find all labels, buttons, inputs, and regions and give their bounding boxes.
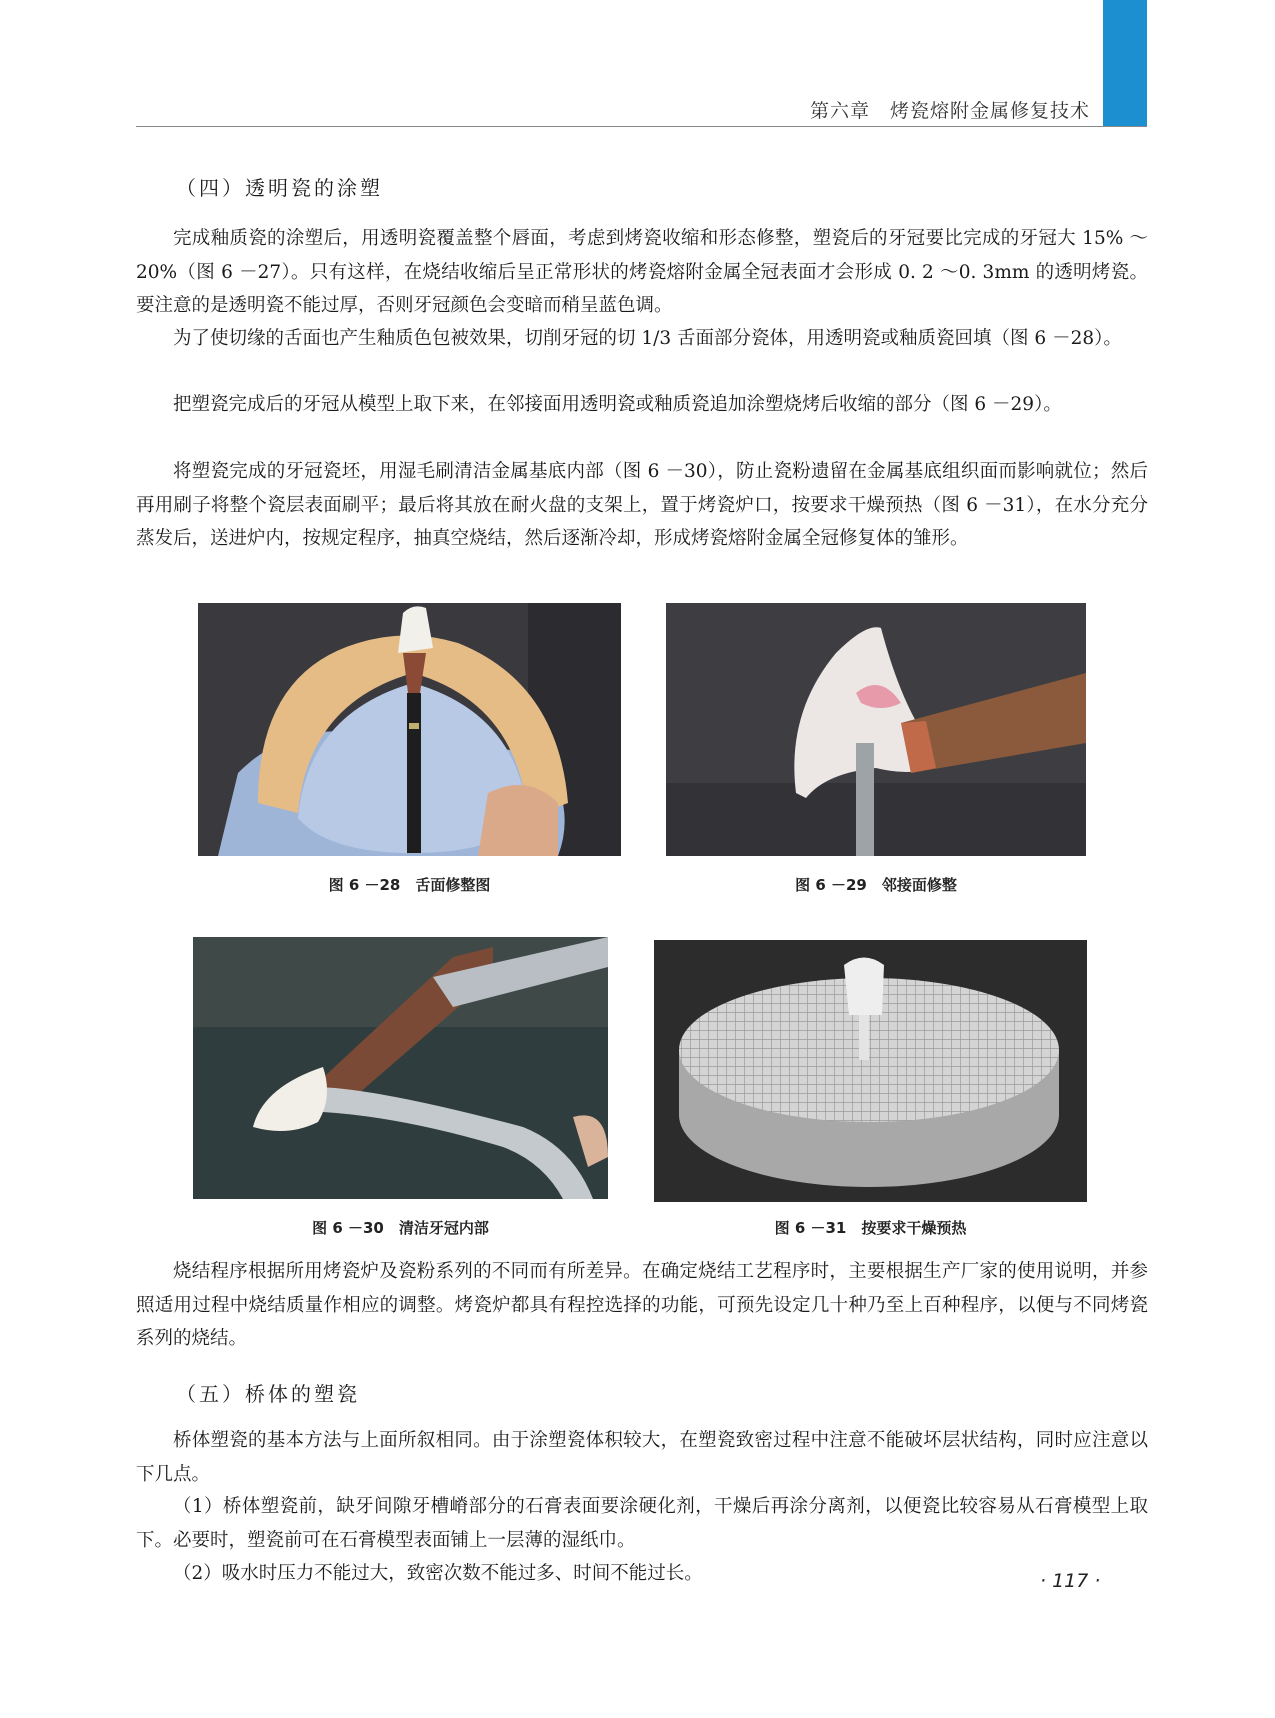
chapter-color-tab [1103,0,1147,127]
section-title-4: （四）透明瓷的涂塑 [176,176,383,200]
figure-6-28-caption: 图 6 －28 舌面修整图 [328,876,491,894]
paragraph: 把塑瓷完成后的牙冠从模型上取下来，在邻接面用透明瓷或釉质瓷追加涂塑烧烤后收缩的部分（图 6 －29）。 [173,394,1062,415]
section-title-5: （五）桥体的塑瓷 [176,1382,360,1406]
paragraph: 将塑瓷完成的牙冠瓷坯，用湿毛刷清洁金属基底内部（图 6 －30），防止瓷粉遗留在金属基底组织面而影响就位；然后再用刷子将整个瓷层表面刷平；最后将其放在耐火盘的支架上，置于烤瓷炉口，按要求干燥预热（图 6 －31），在水分充分蒸发后，送进炉内，按规定程序，抽真空烧结，然后逐渐冷却，形成烤瓷熔附金属全冠修复体的雏形。 [136,461,1148,549]
paragraph: 为了使切缘的舌面也产生釉质色包被效果，切削牙冠的切 1/3 舌面部分瓷体，用透明瓷或釉质瓷回填（图 6 －28）。 [173,328,1122,349]
paragraph: 桥体塑瓷的基本方法与上面所叙相同。由于涂塑瓷体积较大，在塑瓷致密过程中注意不能破坏层状结构，同时应注意以下几点。 [136,1430,1148,1485]
paragraph: （2）吸水时压力不能过大，致密次数不能过多、时间不能过长。 [173,1563,703,1584]
header-rule [136,126,1147,127]
figure-6-29-photo [666,603,1086,856]
paragraph: 完成釉质瓷的涂塑后，用透明瓷覆盖整个唇面，考虑到烤瓷收缩和形态修整，塑瓷后的牙冠要比完成的牙冠大 15% ～20%（图 6 －27）。只有这样，在烧结收缩后呈正常形状的烤瓷熔附金属全冠表面才会形成 0. 2 ～0. 3mm 的透明烤瓷。要注意的是透明瓷不能过厚，否则牙冠颜色会变暗而稍呈蓝色调。 [136,228,1148,316]
figure-6-30-caption: 图 6 －30 清洁牙冠内部 [312,1219,489,1237]
figure-6-28-photo [198,603,621,856]
figure-6-31-photo [654,940,1087,1202]
running-header: 第六章 烤瓷熔附金属修复技术 [809,100,1090,122]
figure-6-30-photo [193,937,608,1199]
page-number: · 117 · [1040,1570,1101,1592]
figure-6-31-caption: 图 6 －31 按要求干燥预热 [774,1219,967,1237]
figure-6-29-caption: 图 6 －29 邻接面修整 [795,876,957,894]
paragraph: （1）桥体塑瓷前，缺牙间隙牙槽嵴部分的石膏表面要涂硬化剂，干燥后再涂分离剂，以便瓷比较容易从石膏模型上取下。必要时，塑瓷前可在石膏模型表面铺上一层薄的湿纸巾。 [136,1496,1148,1551]
paragraph: 烧结程序根据所用烤瓷炉及瓷粉系列的不同而有所差异。在确定烧结工艺程序时，主要根据生产厂家的使用说明，并参照适用过程中烧结质量作相应的调整。烤瓷炉都具有程控选择的功能，可预先设定几十种乃至上百种程序，以便与不同烤瓷系列的烧结。 [136,1261,1148,1349]
